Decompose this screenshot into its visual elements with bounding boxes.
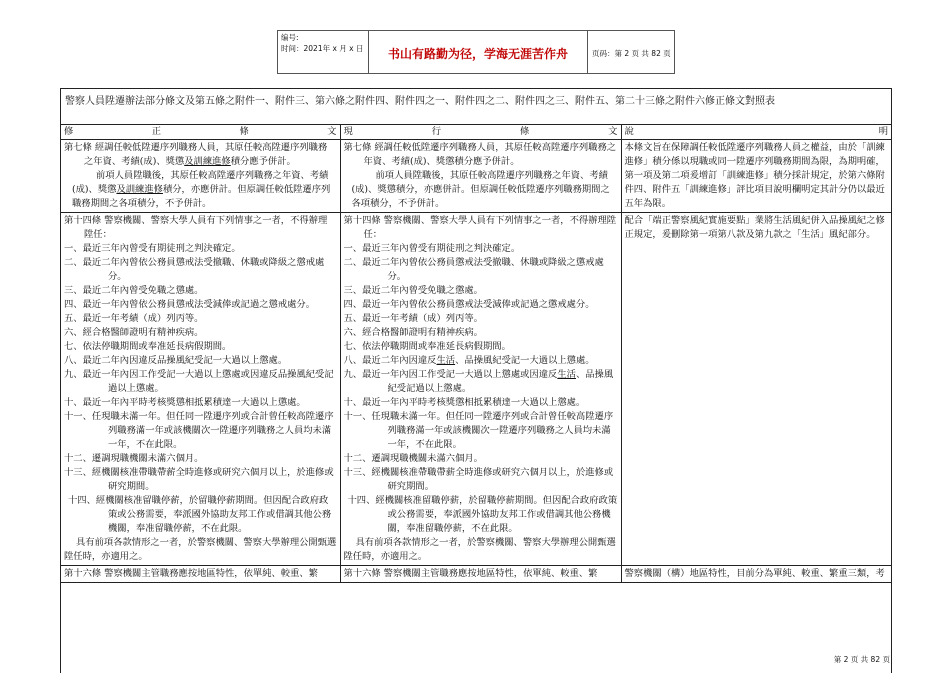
- page-footer: 第 2 页 共 82 页: [833, 655, 890, 664]
- list-item: 八、最近二年內因違反生活、品操風紀受記一大過以上懲處。: [343, 355, 595, 366]
- amended-article14-tail: 具有前項各款情形之一者，於警察機關、警察大學辦理公開甄選陞任時，亦適用之。: [64, 537, 337, 562]
- header-page-info: 页码：第 2 页 共 82 页: [592, 49, 671, 58]
- list-item: 七、依法停職期間或奉准延長病假期間。: [343, 341, 511, 352]
- list-item: 十四、經機關核准留職停薪，於留職停薪期間。但因配合政府政策或公務需要，奉派國外協助友邦工作或借調其他公務機關，奉准留職停薪，不在此限。: [68, 495, 332, 534]
- note-article14-text: 配合「端正警察風紀實施要點」業將生活風紀併入品操風紀之修正規定，爰刪除第一項第八款及第九款之「生活」風紀部分。: [624, 215, 885, 240]
- list-item: 十、最近一年內平時考核獎懲相抵累積達一大過以上懲處。: [64, 397, 306, 408]
- note-article14: [621, 213, 891, 566]
- amended-article14-title: 第十四條 警察機關、警察大學人員有下列情事之一者，不得辦理陞任：: [64, 215, 328, 240]
- header-slogan-cell: [368, 31, 588, 73]
- amended-article7-text: 第七條 經調任較低陞遷序列職務人員，其原任較高陞遷序列職務之年資、考績(成)、獎懲及訓練進修積分應予併計。: [64, 142, 328, 167]
- note-article7-text: 本條文旨在保障調任較低陞遷序列職務人員之權益，由於「訓練進修」積分係以現職或同一陞遷序列職務期間為限，為期明確，第一項及第二項爰增訂「訓練進修」積分採計規定，於第六條附件四、附件五「訓練進修」評比項目說明欄明定其計分仍以最近五年為限。: [624, 142, 885, 209]
- header-info: [281, 32, 364, 54]
- header-slogan: 书山有路勤为径，学海无涯苦作舟: [387, 47, 568, 61]
- list-item: 十、最近一年內平時考核獎懲相抵累積達一大過以上懲處。: [343, 397, 586, 408]
- current-article14: [340, 213, 621, 566]
- list-item: 二、最近二年內曾依公務員懲戒法受撤職、休職或降級之懲戒處分。: [64, 257, 325, 282]
- list-item: 十一、任現職未滿一年。但任同一陞遷序列或合計曾任較高陞遷序列職務滿一年或該機關次一陞遷序列職務之人員均未滿一年，不在此限。: [343, 411, 614, 450]
- amended-article16: [61, 566, 340, 583]
- list-item: 十一、任現職未滿一年。但任同一陞遷序列或合計曾任較高陞遷序列職務滿一年或該機關次一陞遷序列職務之人員均未滿一年，不在此限。: [64, 411, 334, 450]
- comparison-table: [61, 125, 891, 583]
- note-article16-text: 警察機關（構）地區特性，目前分為單純、較重、繁重三類，考: [624, 568, 885, 579]
- comparison-table-wrapper: [60, 88, 892, 673]
- list-item: 四、最近一年內曾依公務員懲戒法受減俸或記過之懲戒處分。: [64, 299, 316, 310]
- table-row-article7: [61, 140, 891, 213]
- list-item: 三、最近二年內曾受免職之懲處。: [343, 285, 483, 296]
- doc-time: 时间：2021年 x 月 x 日: [281, 44, 364, 53]
- list-item: 十四、經機關核准留職停薪，於留職停薪期間。但因配合政府政策或公務需要，奉派國外協助友邦工作或借調其他公務機關，奉准留職停薪，不在此限。: [347, 495, 618, 534]
- amended-article7-para: 前項人員陞職後，其原任較高陞遷序列職務之年資、考績(成)、獎懲及訓練進修積分，亦應併計。但原調任較低陞遷序列職務期間之各項積分，不予併計。: [72, 170, 331, 209]
- current-article16: [340, 566, 621, 583]
- header-note: 說 明: [621, 125, 891, 140]
- list-item: 一、最近三年內曾受有期徒刑之判決確定。: [343, 243, 521, 254]
- list-item: 四、最近一年內曾依公務員懲戒法受減俸或記過之懲戒處分。: [343, 299, 595, 310]
- list-item: 六、經合格醫師證明有精神疾病。: [343, 327, 483, 338]
- list-item: 五、最近一年考績（成）列丙等。: [343, 313, 483, 324]
- current-article14-tail: 具有前項各款情形之一者，於警察機關、警察大學辦理公開甄選陞任時，亦適用之。: [343, 537, 616, 562]
- document-header: [277, 30, 675, 74]
- header-amended: 修 正 條 文: [61, 125, 340, 140]
- note-article16: [621, 566, 891, 583]
- current-article14-title: 第十四條 警察機關、警察大學人員有下列情事之一者，不得辦理陞任：: [343, 215, 617, 240]
- amended-article16-text: 第十六條 警察機關主管職務應按地區特性，依單純、較重、繁: [64, 568, 318, 579]
- current-article7-para: 前項人員陞職後，其原任較高陞遷序列職務之年資、考績(成)、獎懲積分，亦應併計。但原調任較低陞遷序列職務期間之各項積分，不予併計。: [351, 170, 610, 209]
- list-item: 五、最近一年考績（成）列丙等。: [64, 313, 204, 324]
- list-item: 二、最近二年內曾依公務員懲戒法受撤職、休職或降級之懲戒處分。: [343, 257, 604, 282]
- current-article16-text: 第十六條 警察機關主管職務應按地區特性，依單純、較重、繁: [343, 568, 598, 579]
- list-item: 十三、經機關核准帶職帶薪全時進修或研究六個月以上，於進修或研究期間。: [343, 467, 614, 492]
- table-row-article14: [61, 213, 891, 566]
- amended-article7: [61, 140, 340, 213]
- doc-number: 编号:: [281, 33, 299, 42]
- list-item: 十二、遷調現職機關未滿六個月。: [64, 453, 204, 464]
- table-caption: 警察人員陞遷辦法部分條文及第五條之附件一、附件三、第六條之附件四、附件四之一、附件四之二、附件四之三、附件五、第二十三條之附件六修正條文對照表: [61, 89, 891, 125]
- list-item: 一、最近三年內曾受有期徒刑之判決確定。: [64, 243, 241, 254]
- amended-article14: [61, 213, 340, 566]
- list-item: 八、最近二年內因違反品操風紀受記一大過以上懲處。: [64, 355, 288, 366]
- list-item: 九、最近一年內因工作受記一大過以上懲處或因違反品操風紀受記過以上懲處。: [64, 369, 334, 394]
- list-item: 六、經合格醫師證明有精神疾病。: [64, 327, 204, 338]
- list-item: 十三、經機關核准帶職帶薪全時進修或研究六個月以上，於進修或研究期間。: [64, 467, 334, 492]
- list-item: 九、最近一年內因工作受記一大過以上懲處或因違反生活、品操風紀受記過以上懲處。: [343, 369, 614, 394]
- list-item: 七、依法停職期間或奉准延長病假期間。: [64, 341, 232, 352]
- list-item: 三、最近二年內曾受免職之懲處。: [64, 285, 204, 296]
- note-article7: [621, 140, 891, 213]
- current-article7-text: 第七條 經調任較低陞遷序列職務人員，其原任較高陞遷序列職務之年資、考績(成)、獎懲積分應予併計。: [343, 142, 617, 167]
- table-header-row: [61, 125, 891, 140]
- table-row-article16: [61, 566, 891, 583]
- current-article7: [340, 140, 621, 213]
- list-item: 十二、遷調現職機關未滿六個月。: [343, 453, 483, 464]
- header-current: 現 行 條 文: [340, 125, 621, 140]
